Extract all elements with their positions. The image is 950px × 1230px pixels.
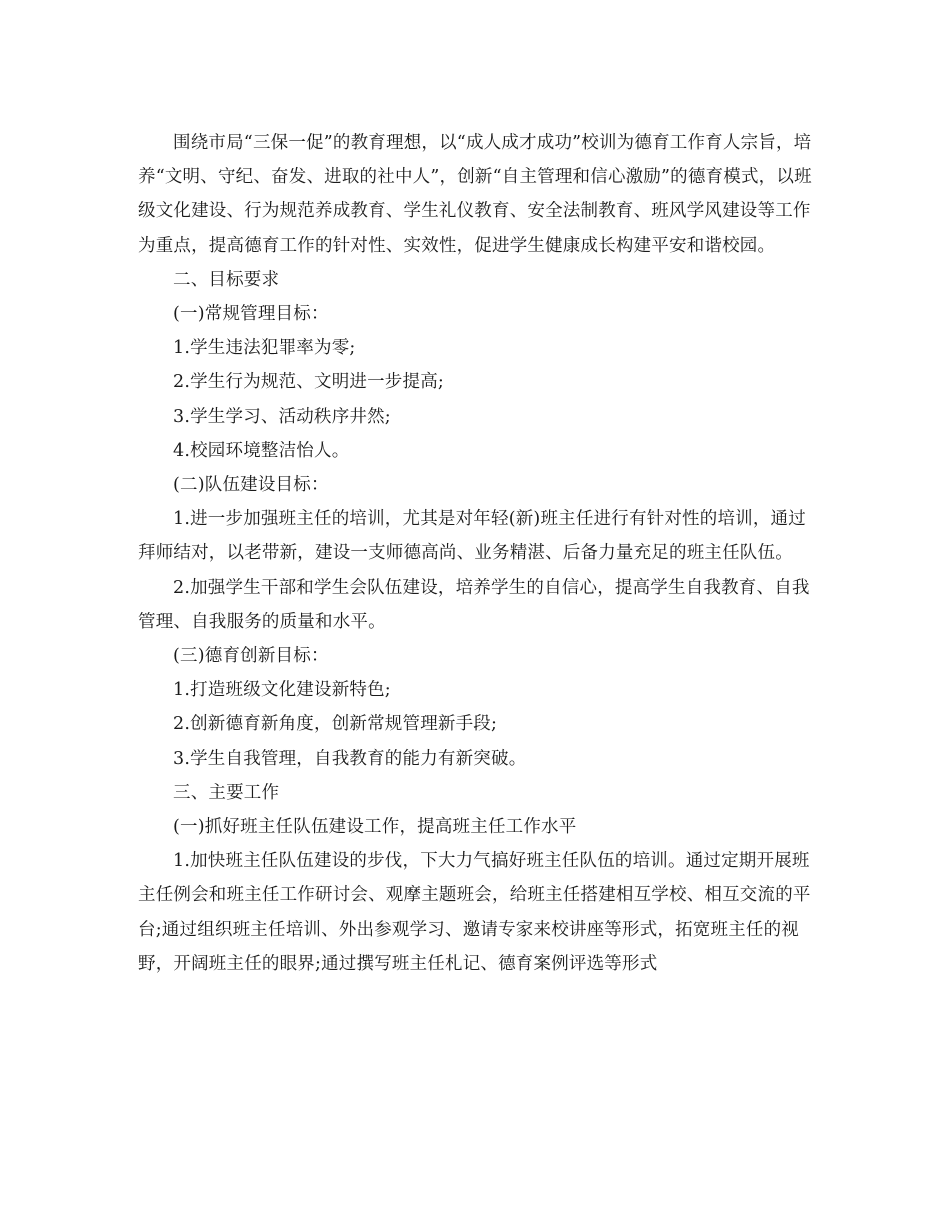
list-item: 2.加强学生干部和学生会队伍建设，培养学生的自信心，提高学生自我教育、自我管理、自我服务的质量和水平。 — [138, 577, 810, 632]
list-item: 2.学生行为规范、文明进一步提高; — [173, 372, 444, 393]
subsection-heading-innovation: (三)德育创新目标： — [173, 646, 329, 667]
subsection-heading-routine: (一)常规管理目标： — [173, 304, 329, 325]
list-item: 4.校园环境整洁怡人。 — [173, 440, 350, 461]
subsection-heading-team: (二)队伍建设目标： — [173, 475, 329, 496]
section-heading-main-work: 三、主要工作 — [173, 782, 280, 803]
list-item: 1.学生违法犯罪率为零; — [173, 338, 356, 359]
list-item: 1.打造班级文化建设新特色; — [173, 680, 391, 701]
document-body — [138, 126, 818, 981]
intro-paragraph: 围绕市局“三保一促”的教育理想，以“成人成才成功”校训为德育工作育人宗旨，培养“文明、守纪、奋发、进取的社中人”，创新“自主管理和信心激励”的德育模式，以班级文化建设、行为规范养成教育、学生礼仪教育、安全法制教育、班风学风建设等工作为重点，提高德育工作的针对性、实效性，促进学生健康成长构建平安和谐校园。 — [138, 133, 812, 256]
section-heading-goals: 二、目标要求 — [173, 269, 280, 290]
list-item: 3.学生自我管理，自我教育的能力有新突破。 — [173, 748, 527, 769]
list-item: 2.创新德育新角度，创新常规管理新手段; — [173, 714, 498, 735]
list-item: 3.学生学习、活动秩序井然; — [173, 406, 391, 427]
list-item: 1.进一步加强班主任的培训，尤其是对年轻(新)班主任进行有针对性的培训，通过拜师结对，以老带新，建设一支师德高尚、业务精湛、后备力量充足的班主任队伍。 — [138, 509, 806, 564]
subsection-heading-teachers: (一)抓好班主任队伍建设工作，提高班主任工作水平 — [173, 817, 577, 838]
list-item: 1.加快班主任队伍建设的步伐，下大力气搞好班主任队伍的培训。通过定期开展班主任例会和班主任工作研讨会、观摩主题班会，给班主任搭建相互学校、相互交流的平台;通过组织班主任培训、外出参观学习、邀请专家来校讲座等形式，拓宽班主任的视野，开阔班主任的眼界;通过撰写班主任札记、德育案例评选等形式 — [138, 851, 811, 974]
